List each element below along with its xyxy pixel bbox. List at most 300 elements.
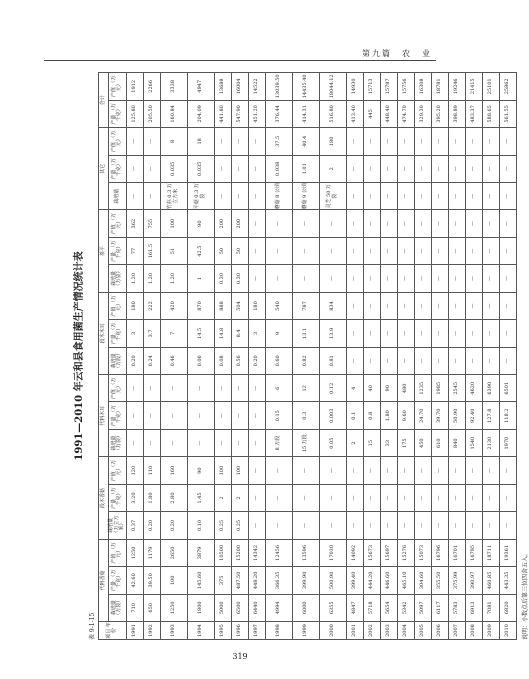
table-cell: 125.80 [126,100,143,127]
table-cell: — [265,210,292,237]
header-subcell: 产量 （万千克） [109,402,127,429]
table-cell: 6440 [248,594,265,621]
table-cell: 460.85 [482,567,499,594]
table-cell: 2 [319,155,346,182]
table-cell: 16004 [231,73,248,101]
header-group: 段木木耳 [99,292,109,374]
table-cell: 19361 [499,539,516,566]
table-cell: 2 [214,484,231,511]
table-cell: — [448,265,465,292]
table-cell: 204.09 [187,100,214,127]
table-cell: — [465,265,482,292]
table-cell: 2005 [414,622,431,640]
table-cell: — [265,484,292,511]
header-subcell: 栽培量 [109,183,127,210]
table-cell: 0.08 [214,347,231,374]
table-cell: — [448,347,465,374]
table-cell: — [499,155,516,182]
data-table [98,72,517,640]
table-cell: 4947 [187,73,214,101]
table-cell: — [414,128,431,155]
table-cell: — [319,457,346,484]
header-group: 合计 [99,73,109,128]
table-cell: 6501 [499,375,516,402]
table-cell: — [397,347,414,374]
table-cell: 5654 [380,594,397,621]
table-cell: — [248,155,265,182]
table-cell: 175 [397,429,414,456]
table-cell: — [499,320,516,347]
table-cell: 444.20 [363,567,380,594]
table-cell: — [248,210,265,237]
table-cell: — [499,128,516,155]
table-cell: — [397,457,414,484]
header-subcell: 产值 （万元） [109,539,127,566]
table-cell: — [126,183,143,210]
table-cell: 21415 [465,73,482,101]
table-cell: — [363,457,380,484]
table-cell: 0.3 [292,402,319,429]
table-cell: 90 [380,375,397,402]
table-cell: 2001 [346,622,363,640]
table-cell: 5097 [414,594,431,621]
table-cell: 7081 [482,594,499,621]
table-cell: 1250 [160,594,187,621]
table-cell: 90 [187,210,214,237]
table-cell: — [431,457,448,484]
table-cell: — [265,265,292,292]
table-cell: 448.20 [248,567,265,594]
table-cell: 840 [448,429,465,456]
table-cell: 1970 [499,429,516,456]
table-cell: — [143,375,160,402]
table-cell: — [448,320,465,347]
table-cell: — [231,183,248,210]
table-cell: 450 [414,429,431,456]
table-cell: — [499,512,516,539]
table-cell: 448.40 [380,100,397,127]
table-cell: 15787 [380,73,397,101]
table-cell: 0.8 [363,402,380,429]
table-cell: 13.9 [319,320,346,347]
table-body [126,73,516,640]
table-cell: — [380,265,397,292]
table-cell: 0.035 [187,155,214,182]
table-cell: 2545 [448,375,465,402]
table-cell: 2006 [431,622,448,640]
table-cell: 446.60 [380,567,397,594]
table-row [499,73,516,640]
table-cell: 2130 [482,429,499,456]
table-cell: 3.7 [143,320,160,347]
table-cell: — [414,320,431,347]
table-cell: — [499,265,516,292]
table-cell: 7 [160,320,187,347]
table-cell: — [448,237,465,264]
table-cell: 13596 [292,539,319,566]
running-header: 第九篇 农 业 [362,49,432,58]
table-cell: — [431,484,448,511]
table-cell: 710 [126,594,143,621]
table-cell: — [346,484,363,511]
table-cell: 0.20 [248,347,265,374]
table-cell: 100 [160,567,187,594]
table-row [292,73,319,640]
table-cell: — [363,512,380,539]
table-cell: 500.90 [319,567,346,594]
table-cell: 平菇 0.3 万袋 [187,183,214,210]
table-cell: — [380,512,397,539]
table-cell: 6117 [431,594,448,621]
table-cell: 6355 [319,594,346,621]
table-title: 1991—2010 年云和县食用菌生产情况统计表 [74,251,85,461]
table-cell: 6000 [292,594,319,621]
table-cell: — [346,210,363,237]
table-cell: — [292,457,319,484]
table-cell: 787 [292,292,319,319]
table-cell: 33 [380,429,397,456]
table-cell: 413.40 [346,100,363,127]
table-cell: 205.50 [143,100,160,127]
table-cell: — [465,210,482,237]
table-cell: 398.89 [448,100,465,127]
table-cell: — [248,237,265,264]
table-cell: — [465,320,482,347]
table-cell: — [126,155,143,182]
table-cell: 399.90 [292,567,319,594]
rotated-table-page [72,72,529,640]
table-cell: — [397,237,414,264]
table-cell: 9.60 [397,402,414,429]
table-row [214,73,231,640]
table-cell: — [126,128,143,155]
table-cell: — [380,183,397,210]
table-cell: — [431,210,448,237]
table-cell: 376.44 [265,100,292,127]
header-subcell: 产量 （万千克） [109,567,127,594]
table-cell: 2007 [448,622,465,640]
table-cell: 161.5 [143,237,160,264]
table-cell: 24.70 [414,402,431,429]
table-cell: — [380,155,397,182]
table-cell: 516.80 [319,100,346,127]
table-cell: — [292,237,319,264]
table-cell: 19246 [448,73,465,101]
table-cell: 2 [231,484,248,511]
table-cell: 15200 [231,539,248,566]
table-cell: 50 [214,237,231,264]
table-cell: 443.35 [499,567,516,594]
table-cell: 3.20 [126,484,143,511]
table-cell: — [431,237,448,264]
table-cell: — [465,512,482,539]
table-cell: 0.30 [214,265,231,292]
table-cell: 竹荪 0.3 万立方米 [160,183,187,210]
table-cell: — [214,128,231,155]
header-subcell: 产值 （万元） [109,210,127,237]
table-cell: 1999 [292,622,319,640]
header-subcell: 产量 （万千克） [109,100,127,127]
table-cell: 14092 [346,539,363,566]
header-group: 代料香菇 [99,539,109,621]
table-cell: — [319,265,346,292]
table-cell: — [265,512,292,539]
table-cell: — [380,210,397,237]
table-cell: 420 [160,292,187,319]
table-cell: — [448,210,465,237]
table-cell: — [414,237,431,264]
table-cell: — [397,292,414,319]
table-cell: 12 [292,375,319,402]
table-cell: — [482,210,499,237]
table-cell: — [248,375,265,402]
header-subcell: 栽培量 （万立方米） [109,512,127,539]
table-cell: 5783 [448,594,465,621]
table-cell: — [292,484,319,511]
table-cell: — [397,484,414,511]
table-cell: 14930 [346,73,363,101]
table-row [126,73,143,640]
table-cell: 2002 [363,622,380,640]
table-cell: — [187,402,214,429]
table-cell: — [265,457,292,484]
table-note: 说明：小数点后第三位四舍五入。 [521,549,529,640]
table-cell: 0.15 [265,402,292,429]
table-cell: 355.50 [431,567,448,594]
table-row [248,73,265,640]
header-subcell: 产量 （万千克） [109,484,127,511]
table-cell: 37.5 [265,128,292,155]
table-cell: 1998 [265,622,292,640]
table-cell: 5718 [363,594,380,621]
table-cell: — [499,183,516,210]
table-cell: 329.30 [414,100,431,127]
table-cell: — [448,292,465,319]
header-group: 其它 [99,128,109,210]
table-cell: 1997 [248,622,265,640]
table-cell: 42.5 [187,237,214,264]
table-cell: — [499,292,516,319]
table-cell: 0.06 [187,347,214,374]
table-cell: — [319,484,346,511]
header-subcell: 产量 （万千克） [109,237,127,264]
table-cell: 2008 [465,622,482,640]
table-cell: — [248,402,265,429]
table-cell: — [248,183,265,210]
table-cell: — [380,484,397,511]
table-cell: 51 [160,237,187,264]
table-cell: 39.50 [143,567,160,594]
table-cell: 0.37 [126,512,143,539]
table-cell: 14522 [248,73,265,101]
table-cell: — [431,347,448,374]
table-cell: 2.80 [160,484,187,511]
table-cell: — [431,265,448,292]
table-cell: — [214,183,231,210]
table-cell: — [380,457,397,484]
table-cell: 6390 [482,375,499,402]
table-cell: 蘑菇 9 公顷 [292,183,319,210]
table-cell: 445 [363,100,380,127]
table-cell: — [292,265,319,292]
table-cell: — [397,265,414,292]
header-subcell: 产量 （万千克） [109,155,127,182]
table-cell: 2009 [482,622,499,640]
table-cell: 0.56 [231,347,248,374]
header-subcell: 产值 （万元） [109,73,127,101]
table-cell: 18781 [431,73,448,101]
table-cell: — [143,128,160,155]
table-cell: — [397,320,414,347]
table-cell: — [414,292,431,319]
table-cell: 4 [346,375,363,402]
table-cell: 2010 [499,622,516,640]
table-cell: — [248,457,265,484]
table-cell: 474.70 [397,100,414,127]
table-cell: 15 万段 [292,429,319,456]
table-cell: — [465,183,482,210]
table-cell: — [231,155,248,182]
table-cell: — [465,237,482,264]
table-cell: 366.35 [265,567,292,594]
table-cell: 375.99 [448,567,465,594]
table-cell: — [465,155,482,182]
table-cell: 834 [319,292,346,319]
table-cell: 12456 [265,539,292,566]
table-row [380,73,397,640]
table-cell: 6820 [499,594,516,621]
table-cell: — [482,183,499,210]
table-cell: 451.20 [248,100,265,127]
table-cell: 100 [160,210,187,237]
table-cell: — [214,155,231,182]
table-cell: 50.90 [448,402,465,429]
table-cell: 547.90 [231,100,248,127]
table-cell: — [143,402,160,429]
table-cell: — [414,210,431,237]
table-cell: — [346,292,363,319]
table-cell: 40.4 [292,128,319,155]
table-cell: 390.97 [465,567,482,594]
table-cell: — [319,237,346,264]
table-cell: — [160,402,187,429]
table-cell: 180 [319,128,346,155]
table-cell: — [465,292,482,319]
table-cell: — [431,128,448,155]
table-cell: — [482,320,499,347]
table-cell: 100 [231,457,248,484]
table-cell: 1993 [160,622,187,640]
table-cell: — [346,457,363,484]
table-row [431,73,448,640]
header-group: 茶平 [99,210,109,292]
table-cell: — [363,183,380,210]
table-cell: — [448,128,465,155]
table-cell: — [126,402,143,429]
table-cell: 3879 [187,539,214,566]
table-cell: 399.40 [346,567,363,594]
table-cell: 4994 [265,594,292,621]
table-cell: — [363,155,380,182]
table-cell: — [346,265,363,292]
table-cell: 1.80 [380,402,397,429]
table-cell: 483.37 [465,100,482,127]
table-cell: — [248,128,265,155]
table-cell: — [346,128,363,155]
header-corner: 项目 年份 [99,622,127,640]
table-cell: — [248,429,265,456]
header-subcell: 产值 （万元） [109,292,127,319]
table-cell: 16796 [431,539,448,566]
table-cell: 1992 [143,622,160,640]
table-cell: — [292,210,319,237]
table-cell: 1995 [214,622,231,640]
table-cell: — [363,347,380,374]
table-cell: 50 [231,237,248,264]
table-cell: 16308 [414,73,431,101]
table-cell: 1800 [187,594,214,621]
table-cell: 13039.50 [265,73,292,101]
table-cell: 0.1 [346,402,363,429]
table-cell: 504 [231,292,248,319]
table-cell: 18044.12 [319,73,346,101]
table-row [231,73,248,640]
table-cell: — [346,237,363,264]
header-subcell: 栽培量 （万袋） [109,265,127,292]
table-cell: 2000 [319,622,346,640]
table-cell: 18711 [482,539,499,566]
table-cell: — [143,183,160,210]
table-cell: — [363,128,380,155]
table-cell: 2003 [380,622,397,640]
table-cell: — [143,429,160,456]
table-cell: 1250 [126,539,143,566]
header-subcell: 产值 （万元） [109,128,127,155]
table-cell: — [214,375,231,402]
table-cell: 200 [214,210,231,237]
table-cell: 588.65 [482,100,499,127]
table-row [414,73,431,640]
table-cell: 5000 [214,594,231,621]
table-cell: — [465,457,482,484]
table-cell: 0.60 [265,347,292,374]
table-cell: — [126,429,143,456]
header-subcell: 栽培量 （万段） [109,347,127,374]
table-cell: — [265,237,292,264]
table-cell: — [380,237,397,264]
table-cell: — [231,128,248,155]
table-cell: 1179 [143,539,160,566]
table-cell: — [346,155,363,182]
table-cell: 0.46 [160,347,187,374]
header-subcell: 产值 （万元） [109,457,127,484]
table-cell: — [397,128,414,155]
table-cell: 0.20 [126,347,143,374]
table-cell: — [248,265,265,292]
table-cell: 灵芝 50 万袋 [319,183,346,210]
table-cell: 1985 [431,375,448,402]
table-cell: — [363,292,380,319]
table-cell: — [380,128,397,155]
table-cell: 18 [187,128,214,155]
table-cell: 2 [346,429,363,456]
table-cell: 14.5 [187,320,214,347]
table-cell: 180 [248,292,265,319]
table-cell: 1912 [126,73,143,101]
table-cell: 15673 [363,539,380,566]
table-cell: — [414,457,431,484]
table-cell: 0.12 [319,375,346,402]
